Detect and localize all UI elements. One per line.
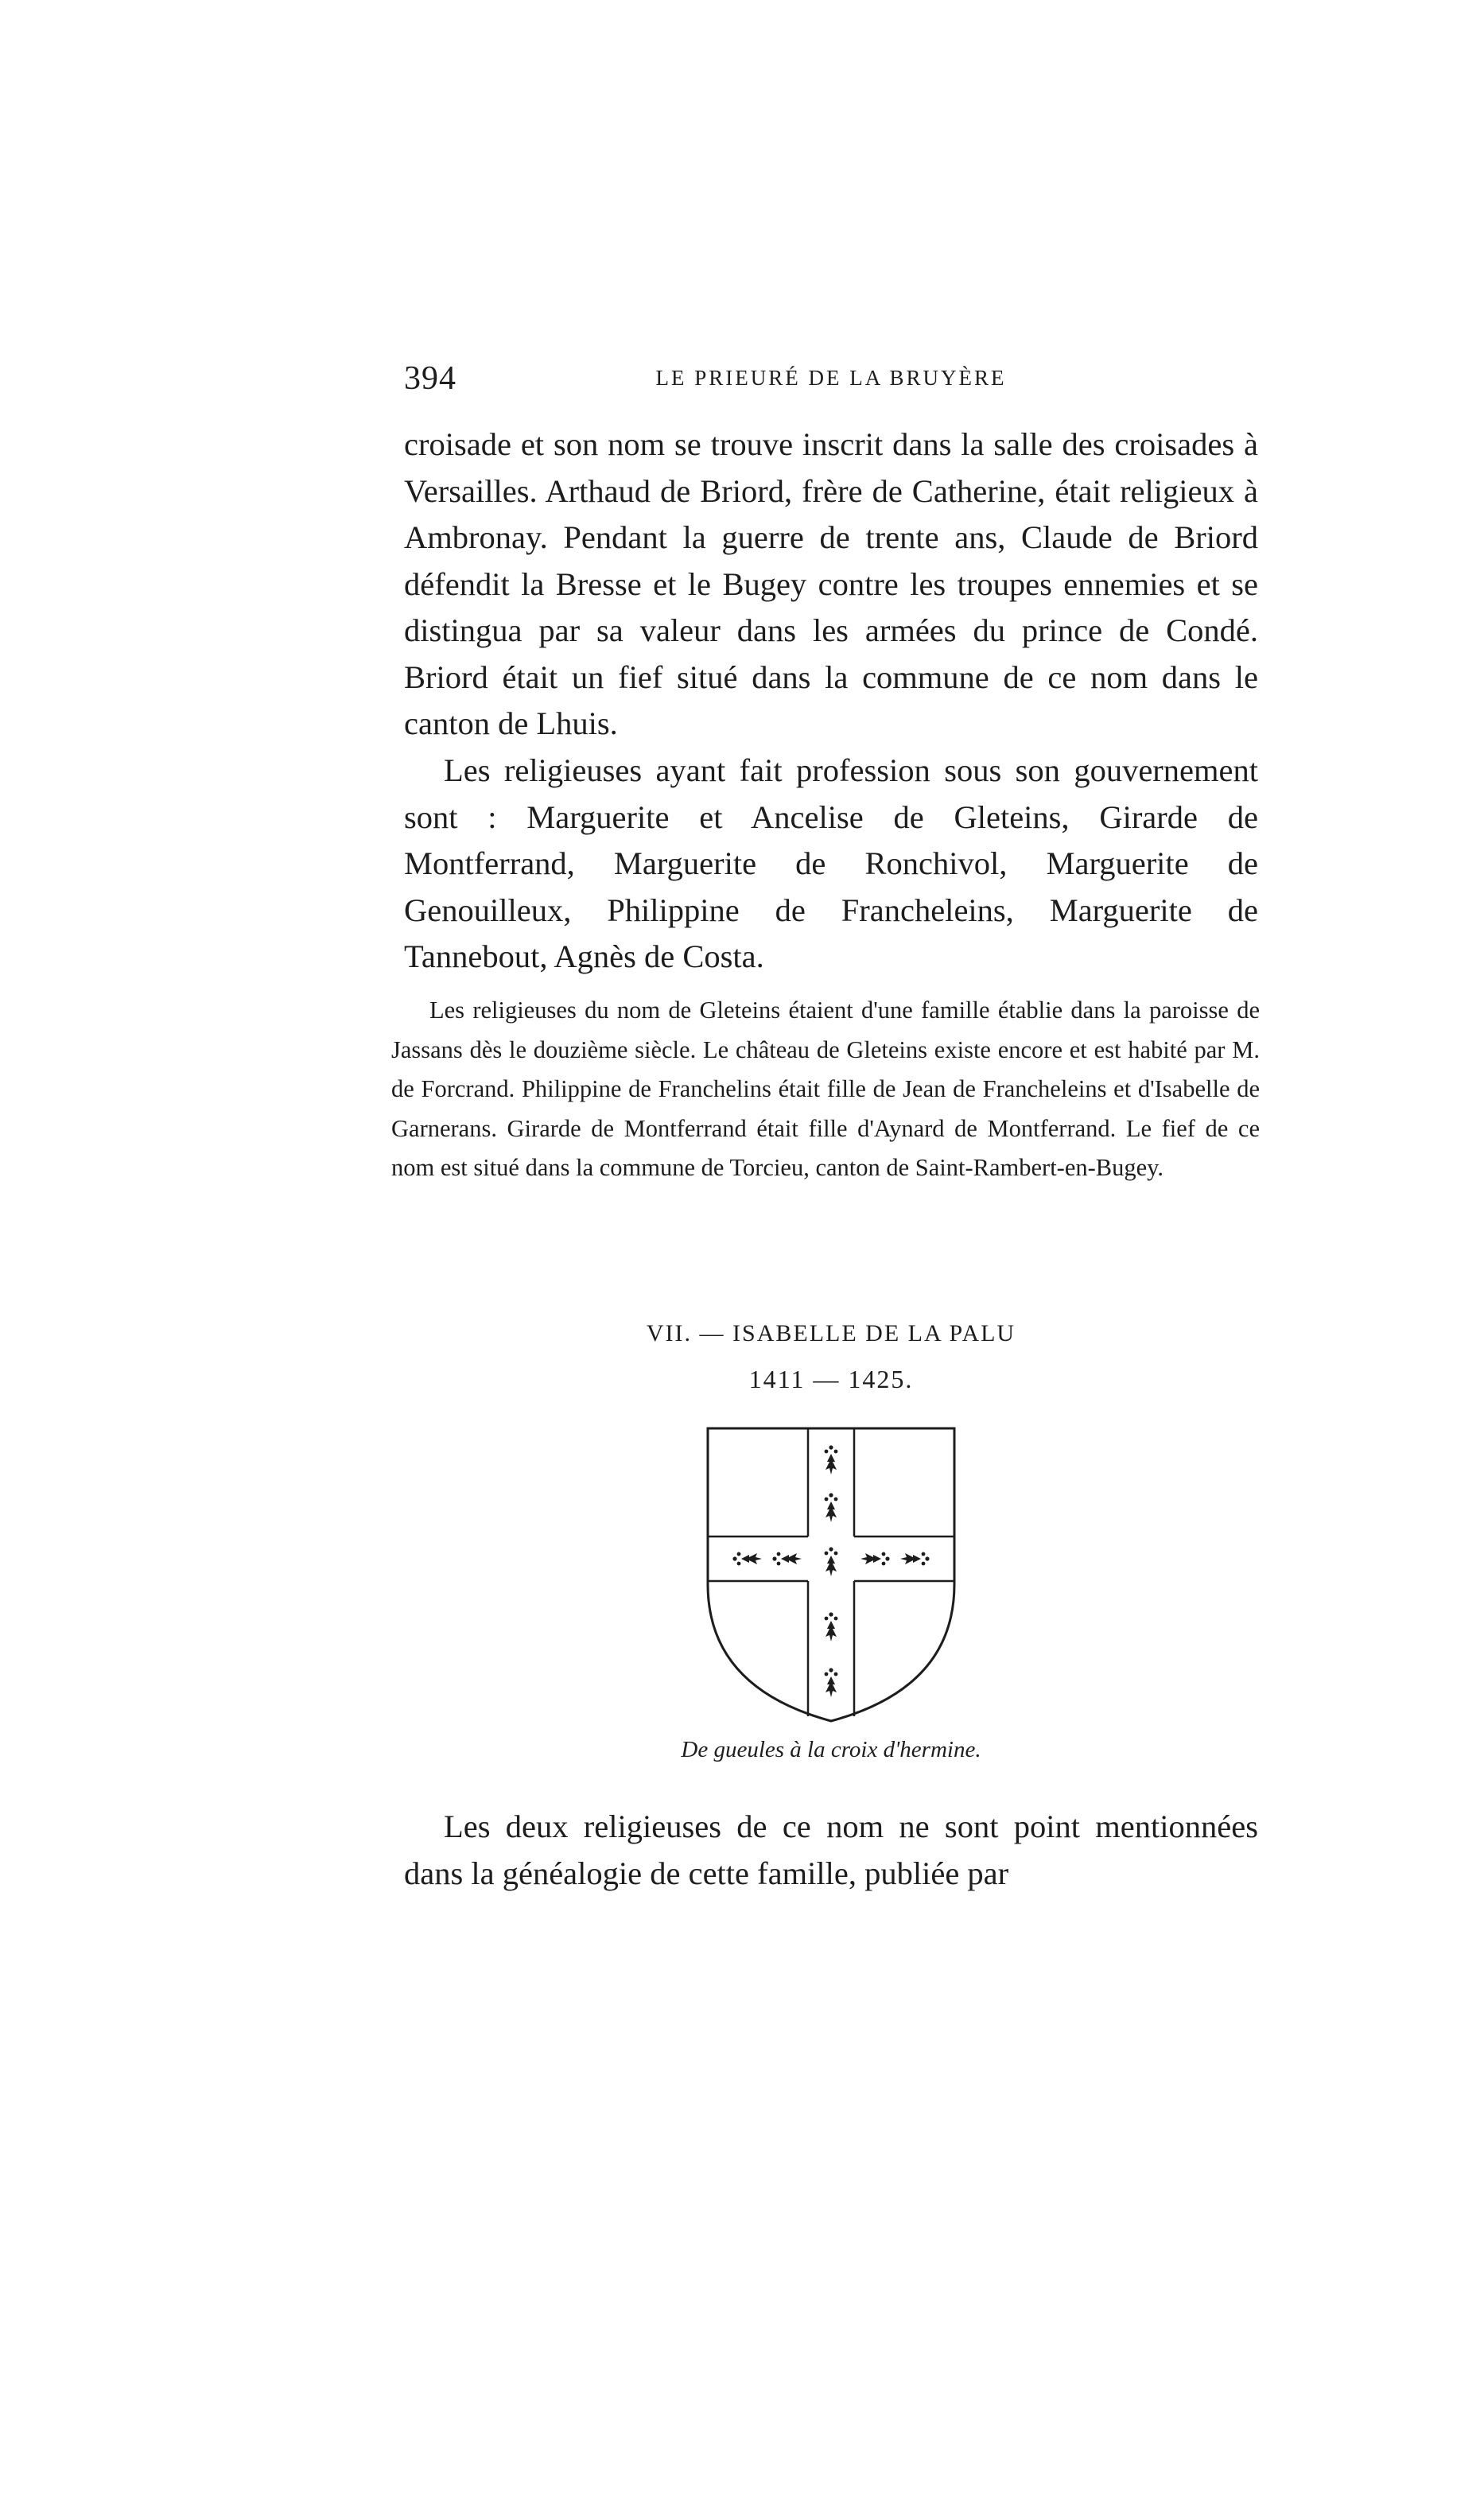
paragraph-text: Les deux religieuses de ce nom ne sont point mentionnées dans la généalogie de cette famille, publiée par xyxy=(404,1809,1258,1891)
section-heading: VII. — ISABELLE DE LA PALU xyxy=(646,1320,1016,1346)
footnote xyxy=(391,991,1260,1188)
paragraph-text: Les religieuses ayant fait profession sous son gouvernement sont : Marguerite et Ancelise de Gleteins, Girarde de Montferrand, Marguerite de Ronchivol, Marguerite de Genouilleux, Philippine de Francheleins, Marguerite de Tannebout, Agnès de Costa. xyxy=(404,752,1258,974)
paragraph-closing xyxy=(404,1804,1258,1897)
paragraph-religieuses xyxy=(404,748,1258,981)
running-title: LE PRIEURÉ DE LA BRUYÈRE xyxy=(655,366,1007,390)
arms-caption: De gueules à la croix d'hermine. xyxy=(681,1737,981,1762)
coat-of-arms-icon xyxy=(705,1425,958,1724)
section-dates: 1411 — 1425. xyxy=(748,1365,914,1393)
page-number: 394 xyxy=(404,360,456,397)
paragraph-continued xyxy=(404,422,1258,748)
paragraph-text: croisade et son nom se trouve inscrit dans la salle des croisades à Versailles. Arthaud de Briord, frère de Catherine, était religieux à Ambronay. Pendant la guerre de trente ans, Claude de Briord défendit la Bresse et le Bugey contre les troupes ennemies et se distingua par sa valeur dans les armées du prince de Condé. Briord était un fief situé dans la commune de ce nom dans le canton de Lhuis. xyxy=(404,426,1258,741)
footnote-text: Les religieuses du nom de Gleteins étaient d'une famille établie dans la paroisse de Jassans dès le douzième siècle. Le château de Gleteins existe encore et est habité par M. de Forcrand. Philippine de Franchelins était fille de Jean de Francheleins et d'Isabelle de Garnerans. Girarde de Montferrand était fille d'Aynard de Montferrand. Le fief de ce nom est situé dans la commune de Torcieu, canton de Saint-Rambert-en-Bugey. xyxy=(391,997,1260,1181)
page-header xyxy=(404,359,1258,407)
